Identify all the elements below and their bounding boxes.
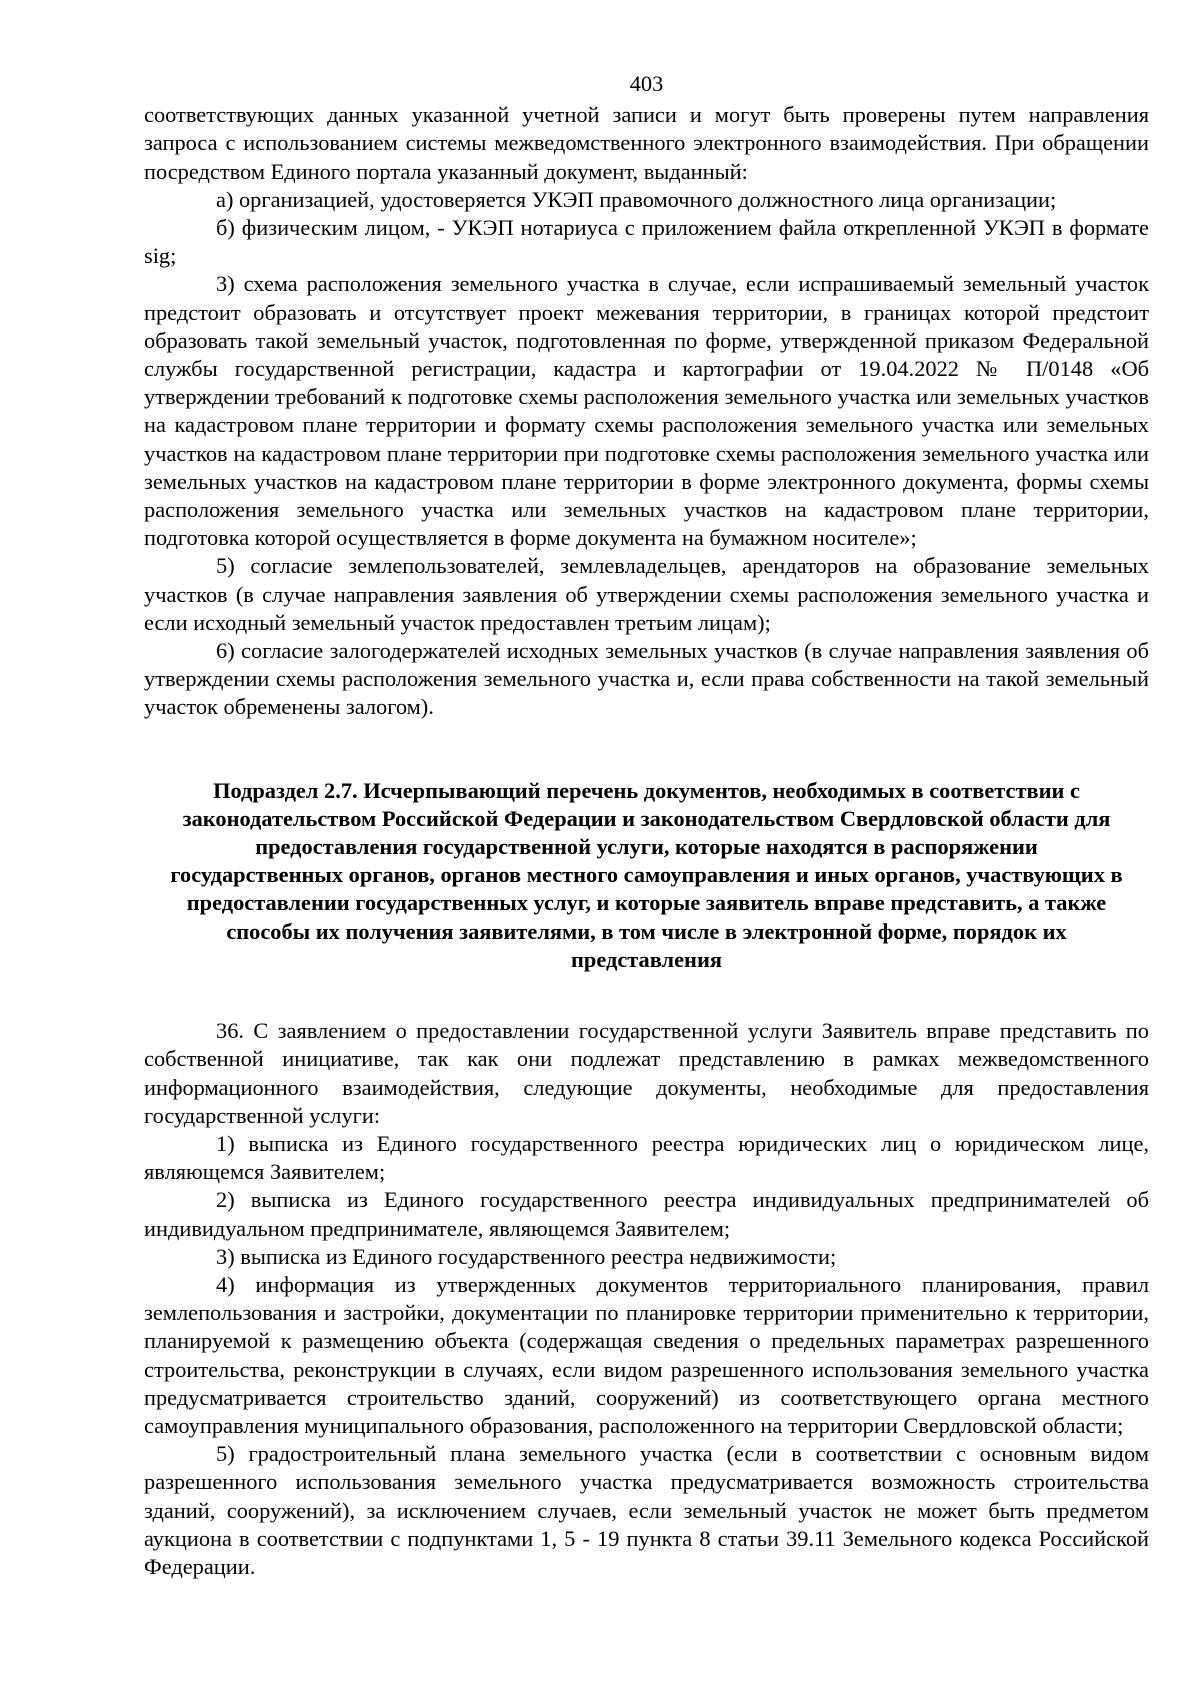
document-page <box>144 70 1149 1581</box>
section-heading: Подраздел 2.7. Исчерпывающий перечень документов, необходимых в соответствии с законодательством Российской Федерации и законодательством Свердловской области для предоставления государственной услуги, которые находятся в распоряжении государственных органов, органов местного самоуправления и иных органов, участвующих в предоставлении государственных услуг, и которые заявитель вправе представить, а также способы их получения заявителями, в том числе в электронной форме, порядок их представления <box>170 777 1123 972</box>
page-number: 403 <box>629 71 664 96</box>
paragraph-item-3: 3) схема расположения земельного участка в случае, если испрашиваемый земельный участок предстоит образовать и отсутствует проект межевания территории, в границах которой предстоит образовать такой земельный участок, подготовленная по форме, утвержденной приказом Федеральной службы государственной регистрации, кадастра и картографии от 19.04.2022 № П/0148 «Об утверждении требований к подготовке схемы расположения земельного участка или земельных участков на кадастровом плане территории и формату схемы расположения земельного участка или земельных участков на кадастровом плане территории при подготовке схемы расположения земельного участка или земельных участков на кадастровом плане территории в форме электронного документа, формы схемы расположения земельного участка или земельных участков на кадастровом плане территории, подготовка которой осуществляется в форме документа на бумажном носителе»; <box>144 271 1149 551</box>
paragraph-item-a: а) организацией, удостоверяется УКЭП правомочного должностного лица организации; <box>216 186 1057 212</box>
paragraph-doc-5: 5) градостроительный плана земельного участка (если в соответствии с основным видом разрешенного использования земельного участка предусматривается возможность строительства зданий, сооружений), за исключением случаев, если земельный участок не может быть предметом аукциона в соответствии с подпунктами 1, 5 - 19 пункта 8 статьи 39.11 Земельного кодекса Российской Федерации. <box>144 1441 1149 1579</box>
paragraph-item-5: 5) согласие землепользователей, землевладельцев, арендаторов на образование земельных участков (в случае направления заявления об утверждении схемы расположения земельного участка и если исходный земельный участок предоставлен третьим лицам); <box>144 553 1149 635</box>
paragraph-doc-3: 3) выписка из Единого государственного реестра недвижимости; <box>216 1243 837 1269</box>
paragraph-continuation: соответствующих данных указанной учетной записи и могут быть проверены путем направления запроса с использованием системы межведомственного электронного взаимодействия. При обращении посредством Единого портала указанный документ, выданный: <box>144 102 1149 184</box>
paragraph-doc-2: 2) выписка из Единого государственного реестра индивидуальных предпринимателей об индивидуальном предпринимателе, являющемся Заявителем; <box>144 1187 1149 1241</box>
paragraph-36: 36. С заявлением о предоставлении государственной услуги Заявитель вправе представить по собственной инициативе, так как они подлежат представлению в рамках межведомственного информационного взаимодействия, следующие документы, необходимые для предоставления государственной услуги: <box>144 1018 1149 1128</box>
paragraph-doc-4: 4) информация из утвержденных документов территориального планирования, правил землепользования и застройки, документации по планировке территории применительно к территории, планируемой к размещению объекта (содержащая сведения о предельных параметрах разрешенного строительства, реконструкции в случаях, если видом разрешенного использования земельного участка предусматривается строительство зданий, сооружений) из соответствующего органа местного самоуправления муниципального образования, расположенного на территории Свердловской области; <box>144 1271 1149 1438</box>
paragraph-item-b: б) физическим лицом, - УКЭП нотариуса с приложением файла открепленной УКЭП в формате sig; <box>144 215 1149 269</box>
paragraph-item-6: 6) согласие залогодержателей исходных земельных участков (в случае направления заявления об утверждении схемы расположения земельного участка и, если права собственности на такой земельный участок обременены залогом). <box>144 638 1149 720</box>
paragraph-doc-1: 1) выписка из Единого государственного реестра юридических лиц о юридическом лице, являющемся Заявителем; <box>144 1130 1149 1185</box>
